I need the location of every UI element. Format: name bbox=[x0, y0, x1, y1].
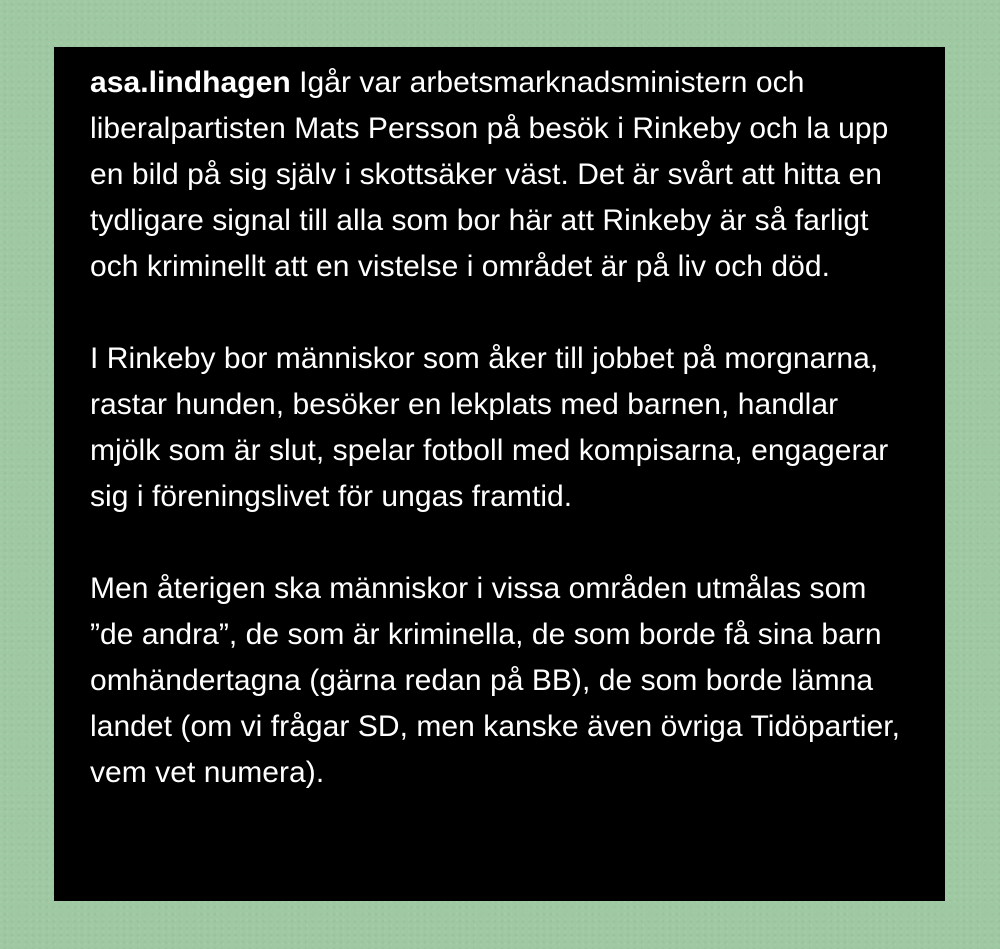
post-caption-card bbox=[54, 47, 945, 901]
caption-paragraph-1-text: Igår var arbetsmarknadsministern och liberalpartisten Mats Persson på besök i Rinkeby och la upp en bild på sig själv i skottsäker väst. Det är svårt att hitta en tydligare signal till alla som bor här att Rinkeby är så farligt och kriminellt att en vistelse i området är på liv och död. bbox=[90, 66, 889, 283]
username-link[interactable]: asa.lindhagen bbox=[90, 66, 291, 99]
caption-paragraph-2: I Rinkeby bor människor som åker till jobbet på morgnarna, rastar hunden, besöker en lekplats med barnen, handlar mjölk som är slut, spelar fotboll med kompisarna, engagerar sig i föreningslivet för ungas framtid. bbox=[90, 342, 889, 513]
caption-paragraph-3: Men återigen ska människor i vissa områden utmålas som ”de andra”, de som är kriminella, de som borde få sina barn omhändertagna (gärna redan på BB), de som borde lämna landet (om vi frågar SD, men kanske även övriga Tidöpartier, vem vet numera). bbox=[90, 572, 901, 789]
caption-paragraph-1 bbox=[90, 60, 909, 290]
caption-text bbox=[90, 60, 909, 796]
